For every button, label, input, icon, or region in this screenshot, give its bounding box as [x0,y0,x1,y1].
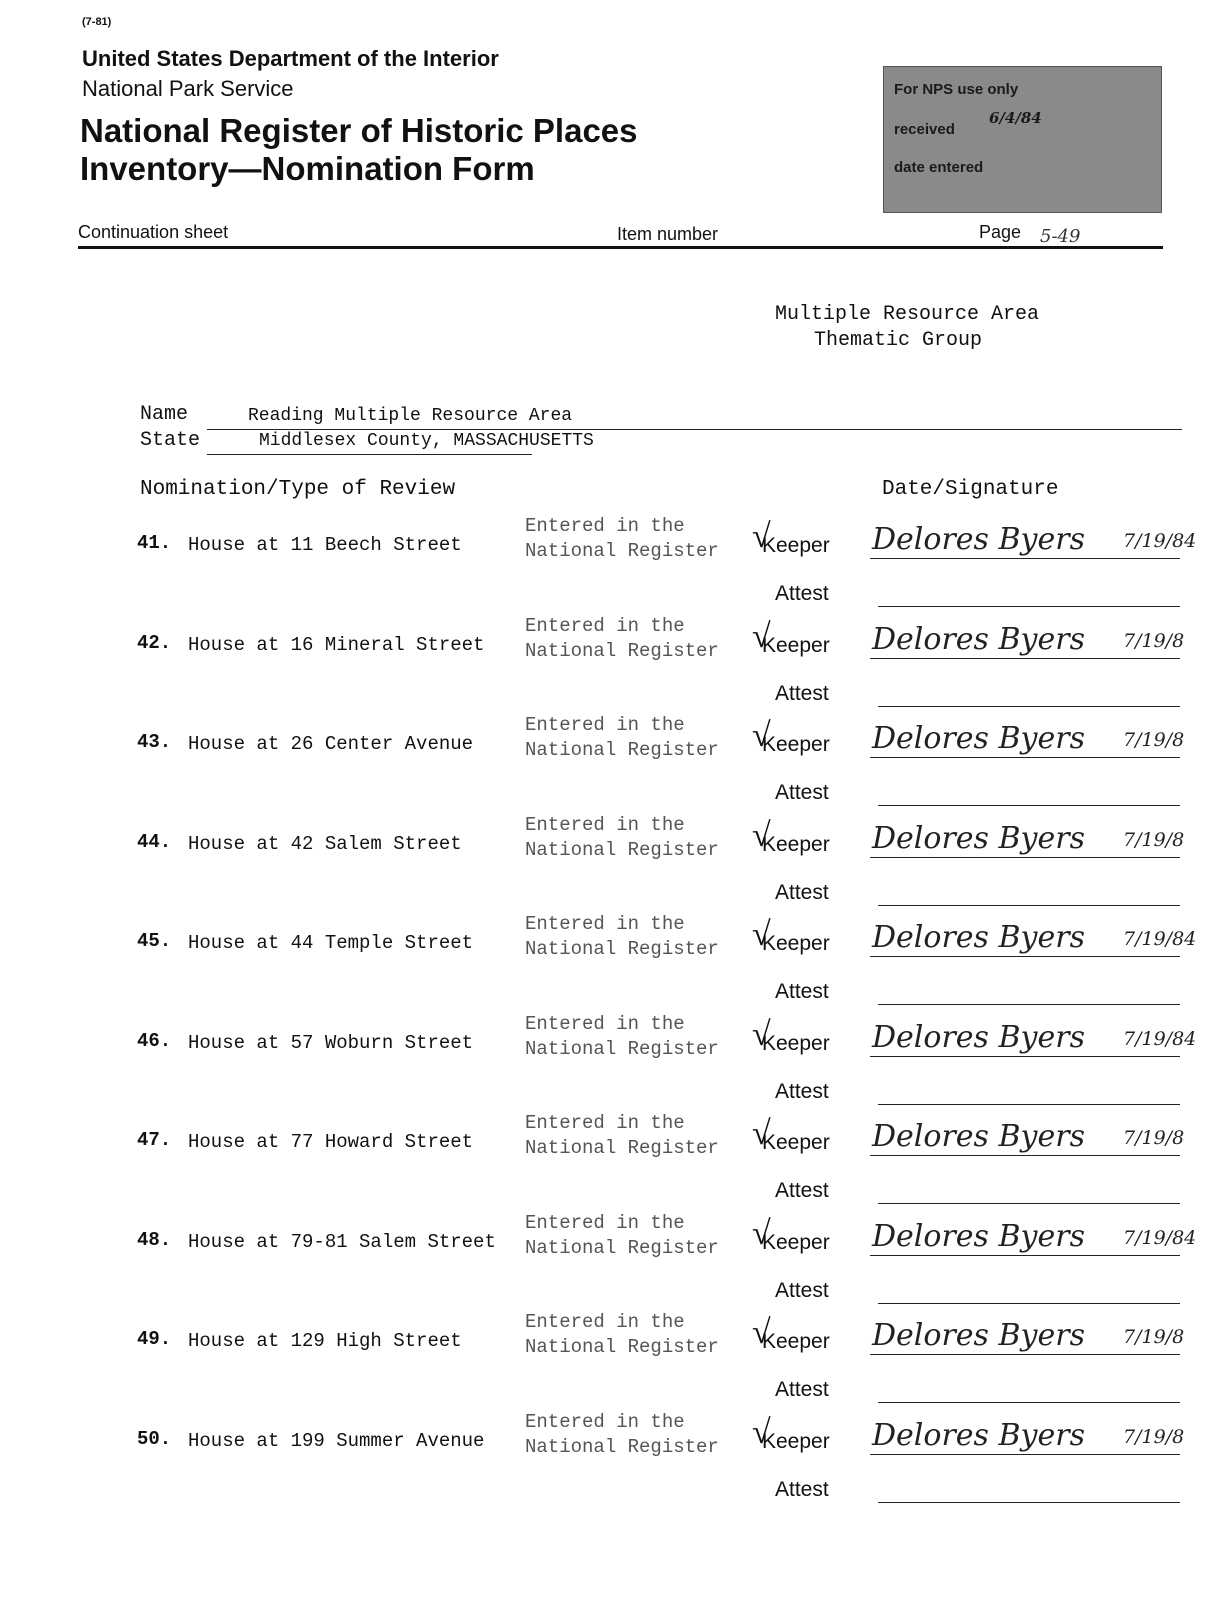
keeper-signature: Delores Byers [872,1119,1085,1154]
entry-row [0,1304,1223,1402]
signature-line [870,658,1180,659]
keeper-signature: Delores Byers [872,1019,1085,1055]
property-name: House at 129 High Street [188,1330,462,1352]
entered-stamp [525,1012,719,1062]
check-mark-icon: √ [752,518,771,555]
received-date: 6/4/84 [989,109,1042,127]
keeper-label: Keeper [762,1031,830,1055]
keeper-signature: Delores Byers [872,1218,1085,1254]
stamp-line2: National Register [525,938,719,960]
stamp-line1: Entered in the [525,714,685,736]
form-code: (7-81) [82,16,112,28]
nps-use-only-box [883,66,1162,213]
state-value: Middlesex County, MASSACHUSETTS [259,431,594,451]
stamp-line2: National Register [525,1137,719,1159]
signature-date: 7/19/84 [1123,1027,1197,1050]
received-label: received [894,121,955,138]
name-underline [207,429,1182,430]
signature-date: 7/19/8 [1123,1127,1185,1149]
property-name: House at 44 Temple Street [188,932,474,954]
page-number: 5-49 [1040,226,1081,247]
check-mark-icon: √ [752,1115,771,1152]
check-mark-icon: √ [752,916,771,953]
keeper-label: Keeper [762,1330,830,1353]
entered-stamp [525,1211,719,1261]
signature-line [870,1354,1180,1355]
property-name: House at 199 Summer Avenue [188,1429,485,1452]
entry-number: 49. [137,1328,172,1350]
name-value: Reading Multiple Resource Area [248,406,573,426]
property-name: House at 16 Mineral Street [188,633,485,656]
group-line1: Multiple Resource Area [775,303,1040,326]
signature-date: 7/19/8 [1123,1326,1185,1348]
check-mark-icon: √ [752,1314,771,1351]
entry-row [0,1006,1223,1104]
entry-number: 50. [137,1427,172,1450]
stamp-line2: National Register [525,540,719,562]
property-name: House at 79-81 Salem Street [188,1230,496,1253]
entered-stamp [525,1111,719,1161]
signature-date: 7/19/84 [1123,928,1197,950]
entry-number: 41. [137,532,172,554]
name-label: Name [140,403,189,426]
entry-row [0,608,1223,706]
check-mark-icon: √ [752,617,771,655]
keeper-signature: Delores Byers [872,820,1085,856]
continuation-sheet-label: Continuation sheet [78,222,229,242]
check-mark-icon: √ [752,1015,771,1053]
stamp-line2: National Register [525,1037,719,1060]
entry-number: 47. [137,1129,172,1151]
attest-label: Attest [775,1079,829,1103]
nomination-column-heading: Nomination/Type of Review [140,478,456,501]
stamp-line1: Entered in the [525,1410,685,1433]
attest-label: Attest [775,681,829,705]
attest-line [878,1502,1180,1503]
attest-label: Attest [775,582,829,605]
entry-number: 44. [137,830,172,853]
keeper-label: Keeper [762,633,830,657]
check-mark-icon: √ [752,1413,771,1451]
keeper-signature: Delores Byers [872,621,1085,657]
entry-row [0,1205,1223,1303]
keeper-signature: Delores Byers [872,1318,1085,1353]
signature-line [870,1255,1180,1256]
stamp-line2: National Register [525,1236,719,1259]
entry-row [0,1105,1223,1203]
stamp-line1: Entered in the [525,614,685,637]
attest-label: Attest [775,1179,829,1202]
stamp-line1: Entered in the [525,515,685,537]
state-label: State [140,429,201,452]
entered-stamp [525,514,719,564]
signature-line [870,558,1180,559]
stamp-line1: Entered in the [525,1311,685,1333]
stamp-line1: Entered in the [525,813,685,836]
stamp-line1: Entered in the [525,1211,685,1234]
property-name: House at 77 Howard Street [188,1131,474,1153]
entry-row [0,1404,1223,1502]
keeper-label: Keeper [762,1230,830,1254]
signature-date: 7/19/84 [1123,1226,1197,1249]
form-title-line2: Inventory—Nomination Form [80,150,535,187]
entry-row [0,807,1223,905]
state-underline [207,454,532,455]
keeper-label: Keeper [762,733,830,756]
entry-number: 45. [137,930,172,952]
keeper-label: Keeper [762,1429,830,1453]
keeper-signature: Delores Byers [872,721,1085,756]
stamp-line2: National Register [525,1435,719,1458]
stamp-line2: National Register [525,639,719,662]
signature-date: 7/19/8 [1123,729,1185,751]
item-number-label: Item number [617,224,719,244]
check-mark-icon: √ [752,717,771,754]
entry-number: 43. [137,731,172,753]
stamp-line1: Entered in the [525,913,685,935]
department-name: United States Department of the Interior [82,46,499,71]
page-label: Page [979,222,1022,242]
signature-line [870,757,1180,758]
signature-line [870,1155,1180,1156]
signature-date: 7/19/84 [1123,530,1197,552]
header-rule [78,246,1163,249]
nps-use-heading: For NPS use only [894,81,1019,98]
signature-line [870,857,1180,858]
signature-date: 7/19/8 [1123,1425,1185,1448]
keeper-label: Keeper [762,832,830,856]
signature-line [870,1056,1180,1057]
stamp-line1: Entered in the [525,1112,685,1134]
group-line2: Thematic Group [814,329,983,352]
attest-label: Attest [775,1278,829,1302]
signature-line [870,956,1180,957]
keeper-label: Keeper [762,534,830,557]
entry-number: 46. [137,1029,172,1052]
keeper-signature: Delores Byers [872,920,1085,955]
entered-stamp [525,614,719,664]
entry-row [0,707,1223,805]
date-entered-label: date entered [894,159,984,176]
agency-name: National Park Service [82,76,294,101]
form-title-line1: National Register of Historic Places [80,112,638,149]
check-mark-icon: √ [752,816,771,854]
attest-label: Attest [775,781,829,804]
attest-label: Attest [775,1477,829,1501]
entered-stamp [525,713,719,763]
keeper-label: Keeper [762,932,830,955]
entry-row [0,906,1223,1004]
stamp-line2: National Register [525,739,719,761]
property-name: House at 57 Woburn Street [188,1031,474,1054]
attest-label: Attest [775,880,829,904]
signature-date: 7/19/8 [1123,828,1185,851]
stamp-line2: National Register [525,1336,719,1358]
entry-number: 48. [137,1228,172,1251]
signature-date: 7/19/8 [1123,629,1185,652]
entered-stamp [525,1310,719,1360]
entered-stamp [525,1410,719,1460]
attest-label: Attest [775,980,829,1003]
attest-label: Attest [775,1378,829,1401]
keeper-signature: Delores Byers [872,1417,1085,1453]
entry-number: 42. [137,631,172,654]
check-mark-icon: √ [752,1214,771,1252]
entered-stamp [525,813,719,863]
keeper-label: Keeper [762,1131,830,1154]
entry-row [0,508,1223,606]
date-signature-column-heading: Date/Signature [882,478,1059,501]
keeper-signature: Delores Byers [872,522,1085,557]
signature-line [870,1454,1180,1455]
property-name: House at 26 Center Avenue [188,733,474,755]
property-name: House at 42 Salem Street [188,832,462,855]
property-name: House at 11 Beech Street [188,534,462,556]
entered-stamp [525,912,719,962]
stamp-line1: Entered in the [525,1012,685,1035]
stamp-line2: National Register [525,838,719,861]
